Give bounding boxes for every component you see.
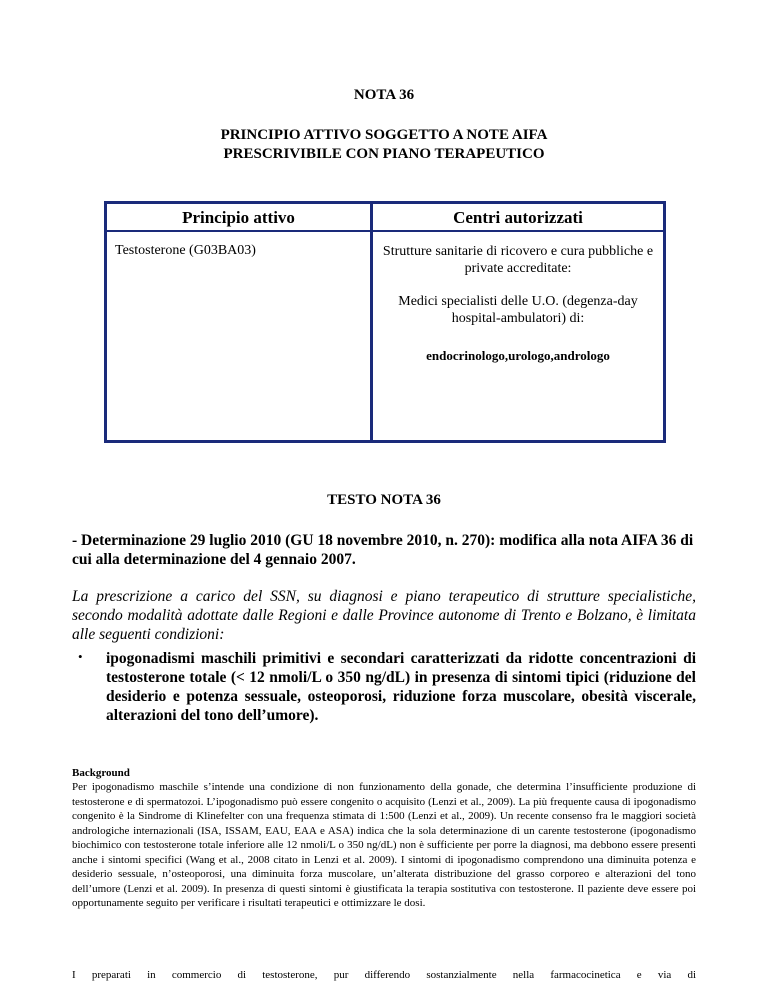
background-paragraph-1: Per ipogonadismo maschile s’intende una condizione di non funzionamento della gonade, che determina l’insufficiente produzione di testosterone e di spermatozoi. L’ipogonadismo può essere congenito o acquisito (Lenzi et al., 2009). La più frequente causa di ipogonadismo congenito è la Sindrome di Klinefelter con una frequenza stimata di 1:500 (Lenzi et al., 2009). Un recente consenso fra le maggiori società andrologiche internazionali (ISA, ISSAM, EAU, EAA e ASA) indica che la sola determinazione di un carente testosterone (ipogonadismo biochimico con testosterone totale inferiore alle 12 nmoli/L o 350 ng/dL) non è sufficiente per porre la diagnosi, ma debbono essere presenti anche i sintomi specifici (Wang et al., 2008 citato in Lenzi et al. 2009). I sintomi di ipogonadismo comprendono una diminuita potenza e desiderio sessuale, n’osteoporosi, una diminuita forza muscolare, un’alterata distribuzione del grasso corporeo e alterazioni del tono dell’umore (Lenzi et al. 2009). In presenza di questi sintomi è giustificata la terapia sostitutiva con testosterone. Il paziente deve essere poi opportunamente seguito per verificare i risultati terapeutici e ottimizzare le dosi. [72, 781, 696, 909]
background-paragraph [72, 780, 696, 911]
principio-table [104, 201, 666, 443]
background-paragraph-2: I preparati in commercio di testosterone, pur differendo sostanzialmente nella farmacocinetica e via di [72, 969, 696, 981]
nota-title: NOTA 36 [353, 87, 415, 103]
document-subtitle [0, 126, 768, 164]
intro-paragraph: La prescrizione a carico del SSN, su diagnosi e piano terapeutico di strutture specialistiche, secondo modalità adottate dalle Regioni e dalle Province autonome di Trento e Bolzano, è limitata alle seguenti condizioni: [72, 588, 696, 643]
subtitle-line-1: PRINCIPIO ATTIVO SOGGETTO A NOTE AIFA [220, 127, 548, 143]
bullet-icon: • [78, 649, 83, 664]
column-header-centri: Centri autorizzati [453, 208, 583, 227]
condition-text: ipogonadismi maschili primitivi e secondari caratterizzati da ridotte concentrazioni di testosterone totale (< 12 nmoli/L o 350 ng/dL) in presenza di sintomi tipici (riduzione del desiderio e potenza sessuale, osteoporosi, riduzione forza muscolare, obesità viscerale, alterazioni del tono dell’umore). [106, 650, 696, 724]
subtitle-line-2: PRESCRIVIBILE CON PIANO TERAPEUTICO [223, 146, 545, 162]
table-header-divider [107, 230, 663, 232]
testo-nota-title: TESTO NOTA 36 [327, 492, 441, 508]
column-header-principio: Principio attivo [182, 208, 295, 227]
centri-medici: Medici specialisti delle U.O. (degenza-day hospital-ambulatori) di: [398, 294, 638, 326]
principio-cell: Testosterone (G03BA03) [115, 243, 256, 258]
centri-strutture: Strutture sanitarie di ricovero e cura pubbliche e private accreditate: [382, 244, 654, 276]
centri-specialisti: endocrinologo,urologo,andrologo [426, 348, 610, 363]
background-heading: Background [72, 767, 130, 779]
determinazione-text: - Determinazione 29 luglio 2010 (GU 18 novembre 2010, n. 270): modifica alla nota AIFA 36 di cui alla determinazione del 4 gennaio 2007. [72, 532, 694, 568]
